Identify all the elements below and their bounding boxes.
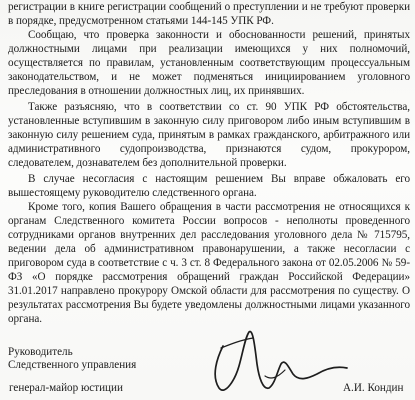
signer-title-line-2: Следственного управления	[8, 359, 137, 371]
signer-rank: генерал-майор юстиции	[9, 382, 123, 394]
paragraph-forwarding: Кроме того, копия Вашего обращения в части рассмотрения не относящихся к органам Следственного комитета России вопросов - неполноты проведенного сотрудниками органов внутренних дел расследования уголовного дела № 715795, ведении дела об административном правонарушении, а также несогласии с приговором суда в соответствие с ч. 3 ст. 8 Федерального закона от 02.05.2006 № 59-ФЗ «О порядке рассмотрения обращений граждан Российской Федерации» 31.01.2017 направлено прокурору Омской области для рассмотрения по существу. О результатах рассмотрения Вы будете уведомлены должностными лицами указанного органа.	[8, 201, 410, 325]
paragraph-continuation: регистрации в книге регистрации сообщений о преступлении и не требуют проверки в порядке, предусмотренном статьями 144-145 УПК РФ.	[8, 1, 410, 27]
signer-title-line-1: Руководитель	[8, 346, 73, 358]
signer-name: А.И. Кондин	[343, 382, 404, 394]
paragraph-appeal-right: В случае несогласия с настоящим решением Вы вправе обжаловать его вышестоящему руководителю следственного органа.	[8, 173, 410, 199]
letter-body	[8, 0, 410, 326]
signature-block	[8, 345, 410, 400]
paragraph-article-90: Также разъясняю, что в соответствии со ст. 90 УПК РФ обстоятельства, установленные вступившим в законную силу приговором либо иным вступившим в законную силу решением суда, принятым в рамках гражданского, арбитражного или административного судопроизводства, признаются судом, прокурором, следователем, дознавателем без дополнительной проверки.	[8, 101, 410, 169]
paragraph-legality-review: Сообщаю, что проверка законности и обоснованности решений, принятых должностными лицами при реализации имеющихся у них полномочий, осуществляется по правилам, установленным соответствующим процессуальным законодательством, и не может подменяться инициированием уголовного преследования в отношении должностных лиц, их принявших.	[8, 29, 410, 97]
